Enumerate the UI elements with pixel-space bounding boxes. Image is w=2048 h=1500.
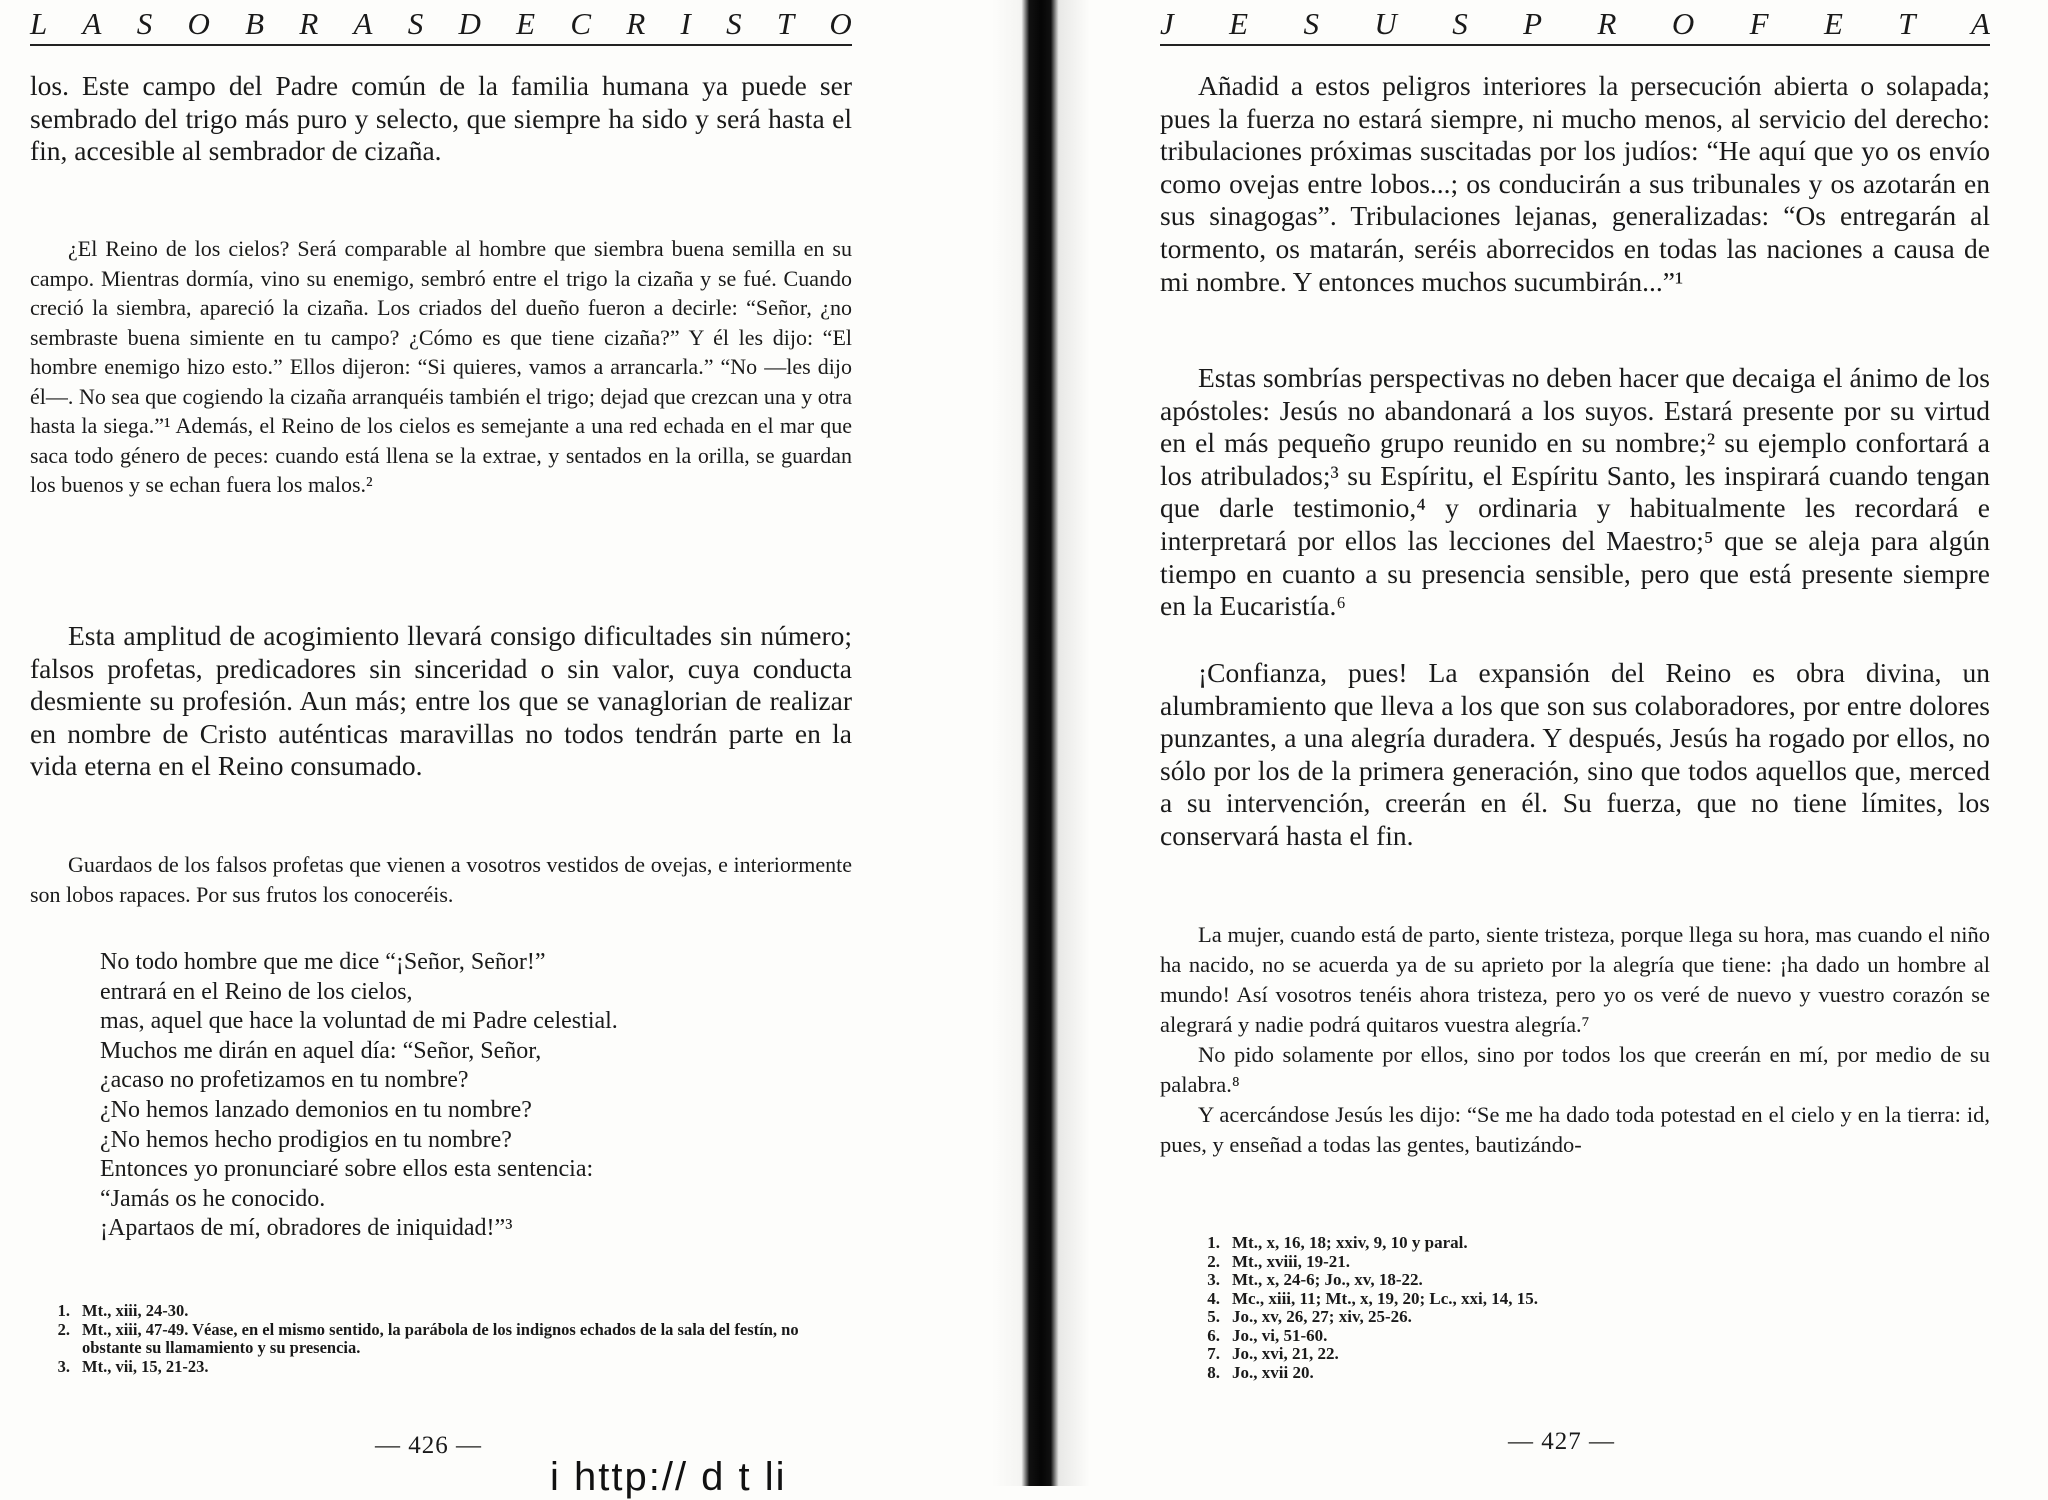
- left-paragraph-1: los. Este campo del Padre común de la familia humana ya puede ser sembrado del trigo más puro y selecto, que siempre ha sido y será hasta el fin, accesible al sembrador de cizaña.: [30, 70, 852, 167]
- poem-line: No todo hombre que me dice “¡Señor, Señor!”: [100, 949, 546, 975]
- footnote-text: Mc., xiii, 11; Mt., x, 19, 20; Lc., xxi, 14, 15.: [1232, 1288, 1538, 1308]
- left-paragraph-2: Esta amplitud de acogimiento llevará consigo dificultades sin número; falsos profetas, predicadores sin sinceridad o sin valor, cuya conducta desmiente su profesión. Aun más; entre los que se vanaglorian de realizar en nombre de Cristo auténticas maravillas no todos tendrán parte en la vida eterna en el Reino consumado.: [30, 620, 852, 782]
- footnote: [1180, 1234, 1990, 1253]
- running-head-letter: R: [299, 6, 319, 41]
- running-head-letter: L: [30, 6, 48, 41]
- footnote-text: Jo., vi, 51-60.: [1232, 1325, 1328, 1345]
- running-head-letter: O: [187, 6, 210, 41]
- running-head-letter: S: [136, 6, 153, 41]
- poem-line: entrará en el Reino de los cielos,: [100, 978, 413, 1005]
- footnote-text: Mt., vii, 15, 21-23.: [82, 1356, 209, 1376]
- footnote-text: Mt., x, 24-6; Jo., xv, 18-22.: [1232, 1270, 1423, 1289]
- bottom-url-fragment: i http:// d t li: [550, 1455, 787, 1499]
- running-head-letter: T: [1898, 6, 1916, 41]
- footnote: [1180, 1290, 1990, 1309]
- running-head-letter: P: [1523, 6, 1543, 41]
- poem-line: “Jamás os he conocido.: [100, 1185, 326, 1212]
- right-page-number: — 427 —: [1508, 1428, 1615, 1455]
- running-head-letter: R: [1597, 6, 1617, 41]
- footnote: [30, 1358, 852, 1377]
- footnote-number: 5.: [1207, 1307, 1220, 1326]
- footnote-number: 1.: [1207, 1233, 1220, 1252]
- right-paragraph-2: Estas sombrías perspectivas no deben hacer que decaiga el ánimo de los apóstoles: Jesús no abandonará a los suyos. Estará presente por su virtud en el más pequeño grupo reunido en su nombre;² su ejemplo confortará a los atribulados;³ su Espíritu, el Espíritu Santo, les inspirará cuando tengan que darle testimonio,⁴ y ordinaria y habitualmente les recordará e interpretará por ellos las lecciones del Maestro;⁵ que se aleja para algún tiempo en cuanto a su presencia sensible, pero que está presente siempre en la Eucaristía.⁶: [1160, 362, 1990, 622]
- footnote: [1180, 1308, 1990, 1327]
- footnote-number: 6.: [1207, 1325, 1220, 1345]
- poem-line: Muchos me dirán en aquel día: “Señor, Señor,: [100, 1037, 542, 1064]
- running-head-letter: D: [458, 6, 481, 41]
- footnote: [1180, 1364, 1990, 1383]
- footnote: [1180, 1345, 1990, 1364]
- running-head-letter: E: [1823, 6, 1843, 41]
- footnote: [1180, 1271, 1990, 1290]
- footnote-text: Mt., xiii, 47-49. Véase, en el mismo sentido, la parábola de los indignos echados de la sala del festín, no obstante su llamamiento y su presencia.: [82, 1319, 799, 1358]
- left-poem: [100, 948, 852, 1244]
- running-head-letter: S: [1452, 6, 1468, 41]
- right-paragraph-3: ¡Confianza, pues! La expansión del Reino es obra divina, un alumbramiento que lleva a los que son sus colaboradores, por entre dolores punzantes, a una alegría duradera. Y después, Jesús ha rogado por ellos, no sólo por los de la primera generación, sino que todos aquellos que, merced a su intervención, creerán en él. Su fuerza, que no tiene límites, los conservará hasta el fin.: [1160, 657, 1990, 851]
- poem-line: ¿No hemos hecho prodigios en tu nombre?: [100, 1126, 512, 1153]
- footnote-number: 8.: [1207, 1362, 1220, 1382]
- running-head-letter: B: [245, 6, 265, 41]
- running-head-letter: O: [829, 6, 852, 41]
- running-head-letter: O: [1671, 6, 1695, 41]
- running-head-letter: J: [1160, 6, 1174, 41]
- footnote-text: Jo., xvi, 21, 22.: [1232, 1344, 1339, 1363]
- right-paragraph-1: Añadid a estos peligros interiores la persecución abierta o solapada; pues la fuerza no estará siempre, ni mucho menos, al servicio del derecho: tribulaciones próximas suscitadas por los judíos: “He aquí que yo os envío como ovejas entre lobos...; os conducirán a sus tribunales y os azotarán en sus sinagogas”. Tribulaciones lejanas, generalizadas: “Os entregarán al tormento, os matarán, seréis aborrecidos en todas las naciones a causa de mi nombre. Y entonces muchos sucumbirán...”¹: [1160, 70, 1990, 297]
- poem-line: ¿No hemos lanzado demonios en tu nombre?: [100, 1096, 532, 1123]
- running-head-letter: R: [626, 6, 646, 41]
- footnote-text: Jo., xvii 20.: [1232, 1362, 1314, 1382]
- right-quote-block: La mujer, cuando está de parto, siente tristeza, porque llega su hora, mas cuando el niño ha nacido, no se acuerda ya de su aprieto por la alegría que tiene: ¡ha dado un hombre al mundo! Así vosotros tenéis ahora tristeza, pero yo os veré de nuevo y vuestro corazón se alegrará y nadie podrá quitaros vuestra alegría.⁷ No pido solamente por ellos, sino por todos los que creerán en mí, por medio de su palabra.⁸ Y acercándose Jesús les dijo: “Se me ha dado toda potestad en el cielo y en la tierra: id, pues, y enseñad a todas las gentes, bautizándo-: [1160, 922, 1990, 1157]
- footnote-text: Mt., xviii, 19-21.: [1232, 1251, 1351, 1271]
- left-page: [30, 0, 852, 1486]
- left-footnotes: [30, 1302, 852, 1376]
- left-running-head: [30, 6, 852, 46]
- footnote-number: 1.: [57, 1301, 70, 1320]
- running-head-letter: E: [516, 6, 536, 41]
- footnote-number: 4.: [1207, 1288, 1220, 1308]
- poem-line: ¡Apartaos de mí, obradores de iniquidad!”³: [100, 1215, 513, 1242]
- running-head-letter: A: [353, 6, 373, 41]
- footnote-number: 3.: [57, 1356, 70, 1376]
- poem-line: mas, aquel que hace la voluntad de mi Padre celestial.: [100, 1008, 618, 1035]
- running-head-letter: S: [726, 6, 742, 41]
- left-quote-parables: ¿El Reino de los cielos? Será comparable al hombre que siembra buena semilla en su campo. Mientras dormía, vino su enemigo, sembró entre el trigo la cizaña y se fué. Cuando creció la siembra, apareció la cizaña. Los criados del dueño fueron a decirle: “Señor, ¿no sembraste buena simiente en tu campo? ¿Cómo es que tiene cizaña?” Y él les dijo: “El hombre enemigo hizo esto.” Ellos dijeron: “Si quieres, vamos a arrancarla.” “No —les dijo él—. No sea que cogiendo la cizaña arranquéis también el trigo; dejad que crezcan una y otra hasta la siega.”¹ Además, el Reino de los cielos es semejante a una red echada en el mar que saca todo género de peces: cuando está llena se la extrae, y sentados en la orilla, se guardan los buenos y se echan fuera los malos.²: [30, 236, 852, 497]
- running-head-letter: A: [1970, 6, 1990, 41]
- footnote-number: 3.: [1207, 1270, 1220, 1289]
- poem-line: ¿acaso no profetizamos en tu nombre?: [100, 1067, 469, 1094]
- book-gutter-shadow: [992, 0, 1090, 1486]
- running-head-letter: I: [680, 6, 691, 41]
- footnote: [30, 1321, 852, 1358]
- footnote: [30, 1302, 852, 1321]
- running-head-letter: A: [82, 6, 102, 41]
- footnote-text: Mt., x, 16, 18; xxiv, 9, 10 y paral.: [1232, 1233, 1468, 1252]
- left-page-number: — 426 —: [375, 1432, 482, 1459]
- right-page: [1160, 0, 1990, 1486]
- left-quote-false-prophets: Guardaos de los falsos profetas que vienen a vosotros vestidos de ovejas, e interiormente son lobos rapaces. Por sus frutos los conoceréis.: [30, 852, 852, 907]
- running-head-letter: S: [407, 6, 424, 41]
- footnote: [1180, 1253, 1990, 1272]
- running-head-letter: F: [1749, 6, 1769, 41]
- running-head-letter: S: [1303, 6, 1320, 41]
- running-head-letter: E: [1229, 6, 1249, 41]
- running-head-letter: T: [776, 6, 795, 41]
- right-running-head: [1160, 6, 1990, 46]
- footnote: [1180, 1327, 1990, 1346]
- footnote-number: 2.: [1207, 1251, 1220, 1271]
- running-head-letter: C: [570, 6, 592, 41]
- footnote-text: Mt., xiii, 24-30.: [82, 1301, 189, 1320]
- running-head-letter: U: [1374, 6, 1397, 41]
- footnote-text: Jo., xv, 26, 27; xiv, 25-26.: [1232, 1307, 1412, 1326]
- footnote-number: 2.: [57, 1319, 70, 1339]
- right-footnotes: [1180, 1234, 1990, 1382]
- footnote-number: 7.: [1207, 1344, 1220, 1363]
- poem-line: Entonces yo pronunciaré sobre ellos esta sentencia:: [100, 1156, 594, 1183]
